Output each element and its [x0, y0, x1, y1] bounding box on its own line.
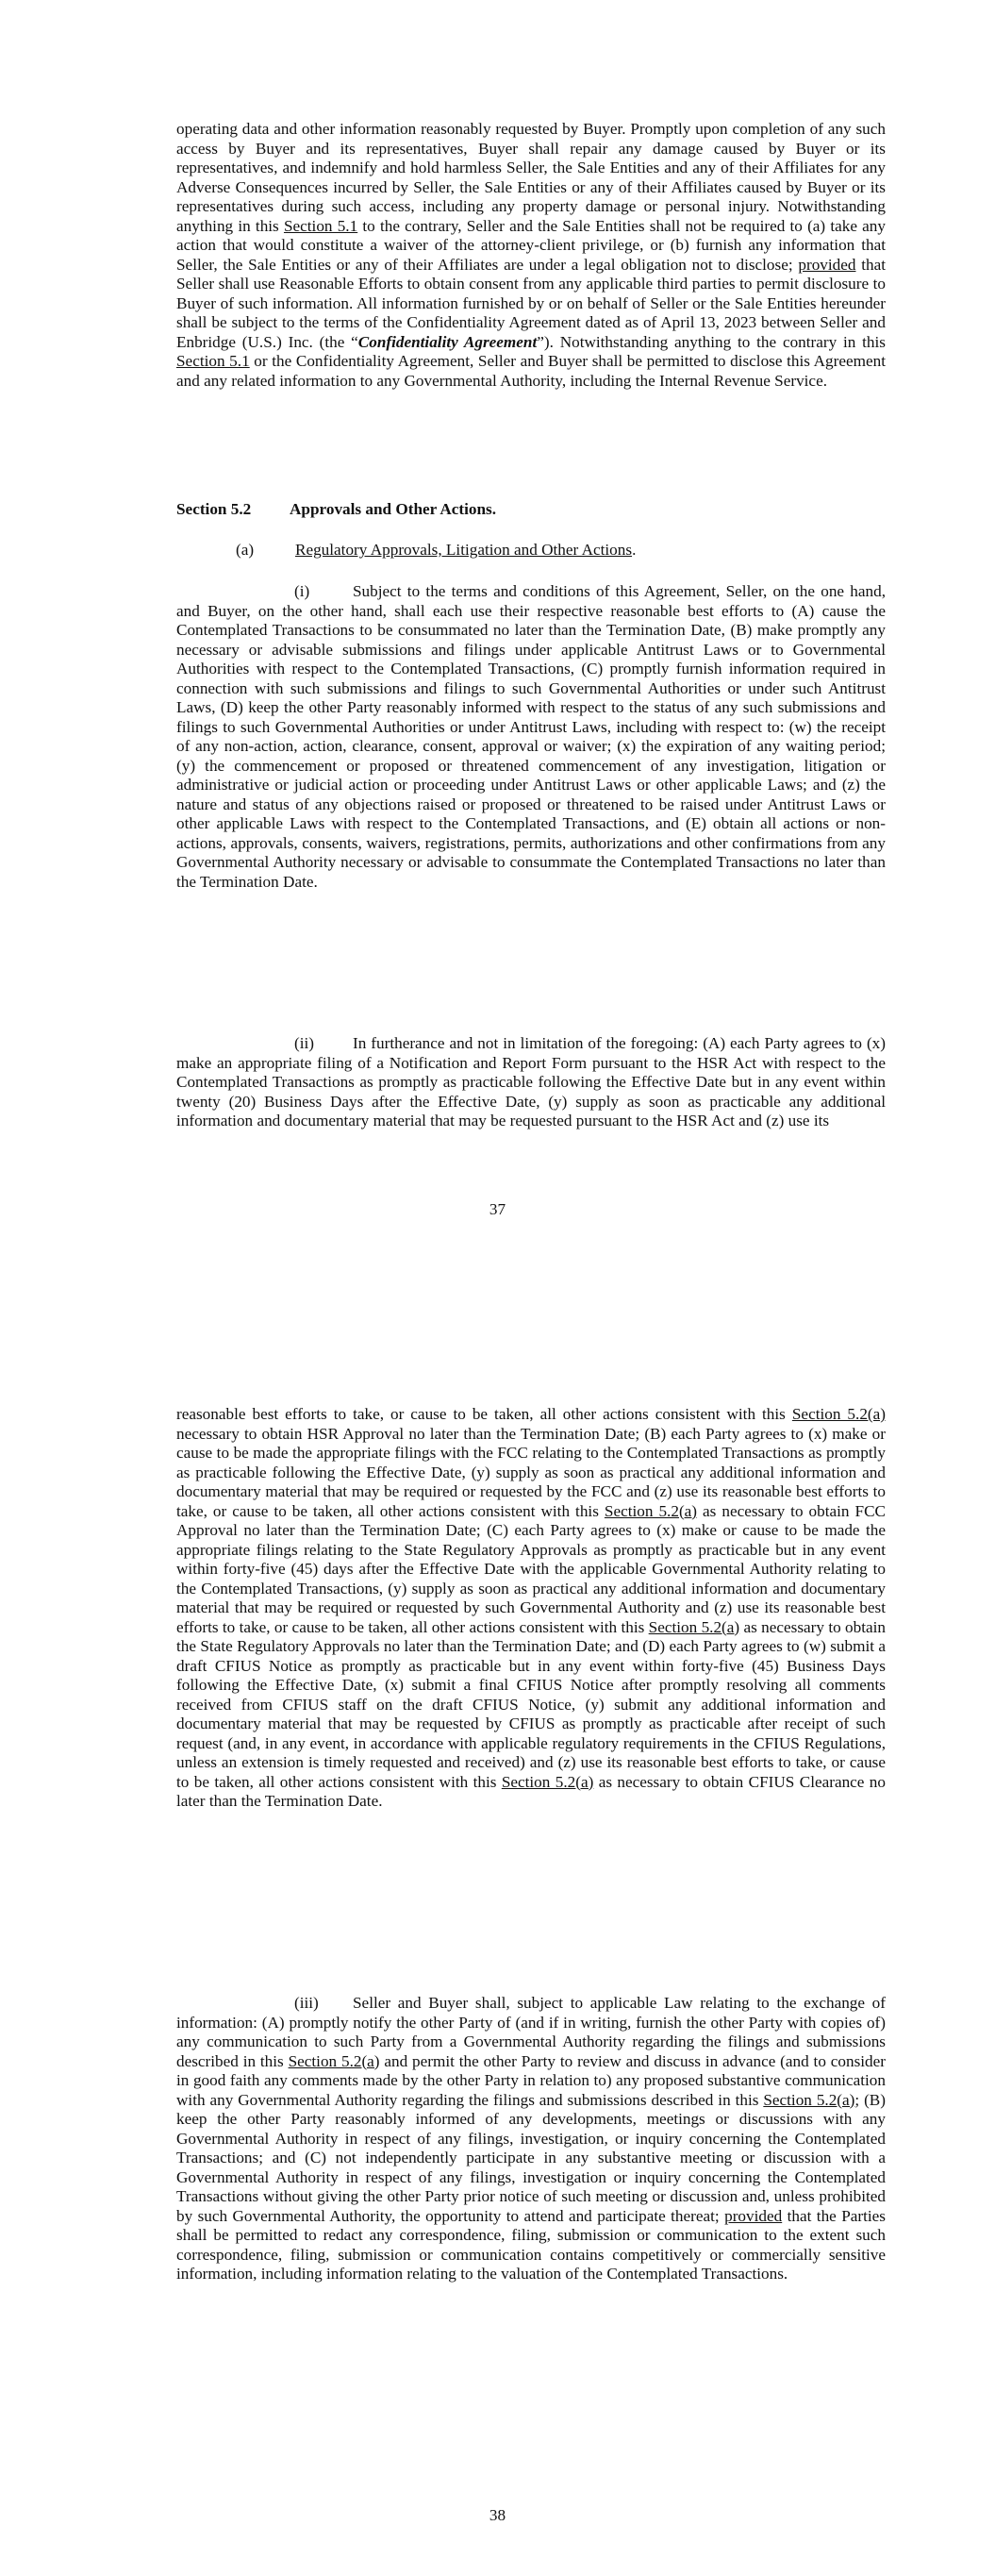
document-page-37 [0, 0, 995, 1264]
paragraph-text: In furtherance and not in limitation of the foregoing: (A) each Party agrees to (x) make an appropriate filing of a Notification and Report Form pursuant to the HSR Act with respect to the Contemplated Transactions as promptly as practicable following the Effective Date but in any event within twenty (20) Business Days after the Effective Date, (y) supply as soon as practicable any additional information and documentary material that may be requested pursuant to the HSR Act and (z) use its [176, 1034, 886, 1129]
page-number: 38 [489, 2506, 506, 2524]
subsection-label: (a) [236, 541, 255, 559]
continuation-paragraph [176, 120, 886, 391]
section-reference: Section 5.2(a) [604, 1501, 698, 1520]
text-run: or the Confidentiality Agreement, Seller and Buyer shall be permitted to disclose this Agreement and any related information to any Governmental Authority, including the Internal Revenue Service. [176, 352, 886, 390]
paragraph-label: (i) [294, 582, 310, 600]
provided-term: provided [798, 255, 856, 274]
text-run: as necessary to obtain FCC Approval no later than the Termination Date; (C) each Party agrees to (x) make or cause to be made the appropriate filings relating to the State Regulatory Approvals as promptly as practicable but in any event within forty-five (45) days after the Effective Date with the applicable Governmental Authority relating to the Contemplated Transactions, (y) supply as soon as practical any additional information and documentary material that may be required or requested by such Governmental Authority and (z) use its reasonable best efforts to take, or cause to be taken, all other actions consistent with this [176, 1501, 886, 1636]
text-run: and permit the other Party to review and discuss in advance (and to consider in good faith any comments made by the other Party in relation to) any proposed substantive communication with any Governmental Authority regarding the filings and submissions described in this [176, 2051, 886, 2109]
text-run: as necessary to obtain CFIUS Clearance no later than the Termination Date. [176, 1772, 886, 1810]
paragraph-label: (iii) [294, 1994, 319, 2012]
text-run: Seller and Buyer shall, subject to applicable Law relating to the exchange of information: (A) promptly notify the other Party of (and if in writing, furnish the other Party with copies of) any communication to such Party from a Governmental Authority regarding the filings and submissions described in this [176, 1994, 886, 2070]
paragraph-text: Subject to the terms and conditions of this Agreement, Seller, on the one hand, and Buyer, on the other hand, shall each use their respective reasonable best efforts to (A) cause the Contemplated Transactions to be consummated no later than the Termination Date, (B) make promptly any necessary or advisable submissions and filings under applicable Antitrust Laws or to Governmental Authorities with respect to the Contemplated Transactions, (C) promptly furnish information required in connection with such submissions and filings to such Governmental Authorities or under such Antitrust Laws, (D) keep the other Party reasonably informed with respect to the status of any such submissions and filings to such Governmental Authorities or under Antitrust Laws, including with respect to: (w) the receipt of any non-action, action, clearance, consent, approval or waiver; (x) the expiration of any waiting period; (y) the commencement or proposed or threatened commencement of any investigation, litigation or administrative or judicial action or proceeding under Antitrust Laws or other applicable Laws; and (z) the nature and status of any objections raised or proposed or threatened to be raised under Antitrust Laws or other applicable Laws with respect to the Contemplated Transactions, and (E) obtain all actions or non-actions, approvals, consents, waivers, registrations, permits, authorizations and other confirmations from any Governmental Authority necessary or advisable to consummate the Contemplated Transactions no later than the Termination Date. [176, 582, 886, 891]
subsection-title-period: . [632, 541, 637, 559]
paragraph-iii [176, 1994, 886, 2284]
text-run: ; (B) keep the other Party reasonably informed of any developments, meetings or discussions with any Governmental Authority in respect of any filings, investigation, or inquiry concerning the Contemplated Transactions; and (C) not independently participate in any substantive meeting or discussion with a Governmental Authority in respect of any filings, investigation or inquiry concerning the Contemplated Transactions without giving the other Party prior notice of such meeting or discussion and, unless prohibited by such Governmental Authority, the opportunity to attend and participate thereat; [176, 2090, 886, 2225]
provided-term: provided [724, 2206, 783, 2225]
section-reference: Section 5.2(a) [501, 1772, 594, 1791]
subsection-heading [236, 541, 886, 560]
subsection-title: Regulatory Approvals, Litigation and Other Actions [295, 541, 633, 559]
section-title: Approvals and Other Actions [290, 500, 492, 518]
paragraph-i [176, 582, 886, 892]
section-reference: Section 5.1 [176, 352, 250, 370]
text-run: operating data and other information reasonably requested by Buyer. Promptly upon completion of any such access by Buyer and its representatives, Buyer shall repair any damage caused by Buyer or its representatives, and indemnify and hold harmless Seller, the Sale Entities and any of their Affiliates for any Adverse Consequences incurred by Seller, the Sale Entities or any of their Affiliates caused by Buyer or its representatives during such access, including any property damage or personal injury. Notwithstanding anything in this [176, 120, 886, 235]
section-reference: Section 5.2(a) [648, 1617, 740, 1636]
text-run: reasonable best efforts to take, or cause to be taken, all other actions consistent with this [176, 1405, 792, 1423]
page-number: 37 [489, 1200, 506, 1218]
paragraph-ii [176, 1034, 886, 1131]
paragraph-label: (ii) [294, 1034, 314, 1052]
section-heading [176, 500, 886, 520]
section-number: Section 5.2 [176, 500, 252, 518]
text-run: necessary to obtain HSR Approval no later than the Termination Date; (B) each Party agrees to (x) make or cause to be made the appropriate filings with the FCC relating to the Contemplated Transactions as promptly as practicable following the Effective Date, (y) supply as soon as practical any additional information and documentary material that may be required or requested by the FCC and (z) use its reasonable best efforts to take, or cause to be taken, all other actions consistent with this [176, 1424, 886, 1520]
section-reference: Section 5.1 [283, 216, 358, 235]
section-title-period: . [491, 500, 497, 518]
text-run: ”). Notwithstanding anything to the contrary in this [537, 332, 886, 351]
text-run: as necessary to obtain the State Regulatory Approvals no later than the Termination Date; and (D) each Party agrees to (w) submit a draft CFIUS Notice as promptly as practicable but in any event within forty-five (45) Business Days following the Effective Date, (x) submit a final CFIUS Notice after promptly resolving all comments received from CFIUS staff on the draft CFIUS Notice, (y) submit any additional information and documentary material that may be requested by CFIUS as promptly as practicable after receipt of such request (and, in any event, in accordance with applicable regulatory requirements in the CFIUS Regulations, unless an extension is timely requested and received) and (z) use its reasonable best efforts to take, or cause to be taken, all other actions consistent with this [176, 1617, 886, 1791]
text-run: to the contrary, Seller and the Sale Entities shall not be required to (a) take any action that would constitute a waiver of the attorney-client privilege, or (b) furnish any information that Seller, the Sale Entities or any of their Affiliates are under a legal obligation not to disclose; [176, 216, 886, 274]
section-reference: Section 5.2(a) [791, 1405, 886, 1423]
defined-term: Confidentiality Agreement [357, 332, 538, 351]
section-reference: Section 5.2(a) [763, 2090, 855, 2109]
document-page-38 [0, 1264, 995, 2576]
continuation-paragraph [176, 1405, 886, 1812]
section-reference: Section 5.2(a) [288, 2051, 380, 2070]
text-run: that Seller shall use Reasonable Efforts to obtain consent from any applicable third parties to permit disclosure to Buyer of such information. All information furnished by or on behalf of Seller or the Sale Entities hereunder shall be subject to the terms of the Confidentiality Agreement dated as of April 13, 2023 between Seller and Enbridge (U.S.) Inc. (the “ [176, 255, 887, 351]
text-run: that the Parties shall be permitted to redact any correspondence, filing, submission or communication to the extent such correspondence, filing, submission or communication contains competitively or commercially sensitive information, including information relating to the valuation of the Contemplated Transactions. [176, 2206, 886, 2283]
